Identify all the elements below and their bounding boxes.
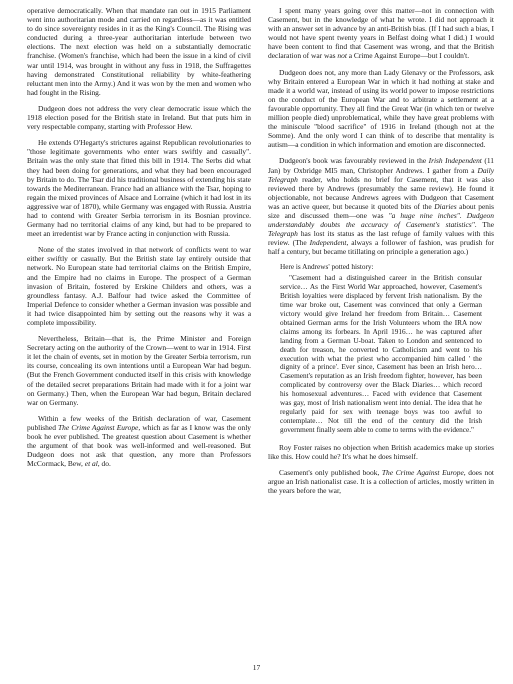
right-column — [268, 6, 494, 502]
text-run: Within a few weeks of the British declaration of war, Casement published — [27, 413, 251, 432]
left-column — [27, 6, 251, 475]
publication-title: Independent — [309, 238, 347, 248]
paragraph: operative democratically. When that mandate ran out in 1915 Parliament went into authoritarian mode and carried on regardless—as it was entitled to do since sovereignty resides in it as the King's Council. The Rising was conducted during a three-year authoritarian interlude between two elections. The next election was held on a substantially democratic franchise. (Women's franchise, which had been the issue in a kind of civil war until 1914, was brought in without any fuss in 1918, the Suffragettes having demonstrated Constitutional reliability by white-feathering reluctant men into the Army.) And it was won by the men and women who had fought in the Rising. — [27, 6, 251, 97]
quote-intro: Here is Andrews' potted history: — [280, 263, 374, 272]
paragraph — [27, 414, 251, 469]
text-run: , does not argue an Irish nationalist case. It is a collection of articles, mostly written in the years before the war, — [268, 467, 494, 496]
paragraph — [268, 6, 494, 61]
italic-text: not — [337, 51, 347, 61]
book-title: The Crime Against Europe — [58, 422, 139, 432]
paragraph: Roy Foster raises no objection when British academics make up stories like this. How could he? It's what he does himself. — [268, 442, 494, 461]
paragraph — [268, 468, 494, 495]
italic-text: Diaries — [434, 201, 457, 211]
text-run: I spent many years going over this matter—not in connection with Casement, but in the knowledge of what he wrote. I did not approach it with an answer set in advance by an anti-British bias. (If I had such a bias, I would not have spent twenty years in Belfast doing what I did.) I would have been content to find that Casement was wrong, and that the British declaration of war was — [268, 6, 494, 61]
text-run: about penis size and discussed them—one was — [268, 201, 494, 220]
italic-text: et al — [84, 459, 98, 469]
block-quote — [280, 263, 482, 434]
text-run: (11 Jan) by Oxbridge MI5 man, Christopher Andrews. I gather from a — [268, 156, 495, 175]
paragraph: None of the states involved in that network of conflicts went to war either swiftly or casually. But the British state lay entirely outside that network. No European state had territorial claims on the British Empire, and the Empire had no claims in Europe. The prospect of a German invasion of Britain, fostered by Erskine Childers and others, was a groundless fantasy. A.J. Balfour had twice asked the Committee of Imperial Defence to consider whether a German invasion was possible and it had twice disappointed him by setting out the reasons why it was a complete impossibility. — [27, 245, 251, 327]
paragraph: Dudgeon does not address the very clear democratic issue which the 1918 election posed for the British state in Ireland. But that puts him in very respectable company, starting with Professor Hew. — [27, 103, 251, 132]
text-run: reader, who holds no brief for Casement, that it was also reviewed there by Andrews (presumably the same review). He found it objectionable, not because Andrews agrees with Dudgeon that Casement was an active queer, but because it quoted bits of the — [268, 174, 494, 211]
italic-quote: "a huge nine inches". Dudgeon understandably doubts the accuracy of Casement's statistics" — [268, 210, 494, 230]
text-run: a Crime Against Europe—but I couldn't. — [346, 51, 470, 61]
text-run: , which as far as I know was the only book he ever published. The greatest question about Casement is whether the argument of that book was well-informed and well-reasoned. But Dudgeon does not ask that question, any more than Professors McCormack, Bew, — [27, 422, 251, 469]
page-number: 17 — [252, 663, 261, 672]
publication-title: Irish Independent — [428, 156, 482, 166]
paragraph — [268, 156, 494, 256]
text-run: , do. — [97, 459, 111, 469]
text-run: . The — [474, 220, 494, 230]
publication-title: Telegraph — [268, 229, 298, 239]
publication-title: Daily Telegraph — [268, 165, 494, 184]
text-run: Dudgeon's book was favourably reviewed in the — [279, 156, 429, 166]
paragraph: Nevertheless, Britain—that is, the Prime Minister and Foreign Secretary acting on the authority of the Crown—went to war in 1914. First it let the chain of events, set in motion by the Greater Serbia terrorism, run its course, concealing its own intentions until a European War had begun. (But the French Government conducted itself in this crisis with knowledge of the detailed secret preparations Britain had made with it for a joint war on Germany.) Then, when the European War had begun, Britain declared war on Germany. — [27, 334, 251, 407]
text-run: , always a follower of fashion, was prudish for half a century, but became titillating on principle a generation ago.) — [268, 238, 494, 257]
paragraph: Dudgeon does not, any more than Lady Glenavy or the Professors, ask why Britain entered a European War in which it had nothing at stake and made it a world war, instead of using its world power to impose restrictions on the conduct of the European War and to arbitrate a settlement at a favourable opportunity. They all find the Great War (in which ten or twelve million people died) unproblematical, while they have great problems with the miniscule "blood sacrifice" of 1916 in Ireland (though not at the Somme). And the only word I can think of to describe that mentality is autism—a condition in which information and emotion are disconnected. — [268, 67, 494, 150]
paragraph: He extends O'Hegarty's strictures against Republican revolutionaries to "those legitimate governments who enter wars swiftly and casually". Britain was the only state that fitted this bill in 1914. The Serbs did what they had been doing for generations, and what they had been encouraged by Britain to do. The Tsar did his traditional business of extending his state towards the Mediterranean. France had an alliance with the Tsar, hoping to regain the mixed provinces of Alsace and Lorraine (which it had lost in its aggressive war of 1870), while Germany was engaged with Russia. Austria had to contend with Greater Serbia terrorism in its Bosnian province. Germany had no territorial claims of any kind, but had to be prepared to meet an irredentist war by France acting in conjunction with Russia. — [27, 138, 251, 239]
book-title: The Crime Against Europe — [381, 467, 464, 477]
quote-body: "Casement had a distinguished career in the British consular service… As the First World War approached, however, Casement's British loyalties were displaced by fervent Irish nationalism. By the time war broke out, Casement was convinced that only a German victory would give Ireland her freedom from Britain… Casement obtained German arms for the Irish Volunteers whom the IRA now claims among its forbears. In April 1916… he was captured after landing from a German U-boat. Taken to London and sentenced to death for treason, he converted to Catholicism and went to his execution with what the priest who accompanied him called ' the dignity of a prince'. Ever since, Casement has been an Irish hero… Casement's reputation as an Irish freedom fighter, however, has been complicated by controversy over the Black Diaries… which record his homosexual adventures… Faced with evidence that Casement was gay, most of Irish nationalism went into denial. The idea that he regularly paid for sex with teenage boys was too awful to contemplate… Not till the end of the century did the Irish government finally seem able to come to terms with the evidence." — [280, 274, 482, 434]
text-run: has lost its status as the last refuge of family values with this review. (The — [268, 229, 494, 248]
text-run: Casement's only published book, — [279, 467, 382, 477]
